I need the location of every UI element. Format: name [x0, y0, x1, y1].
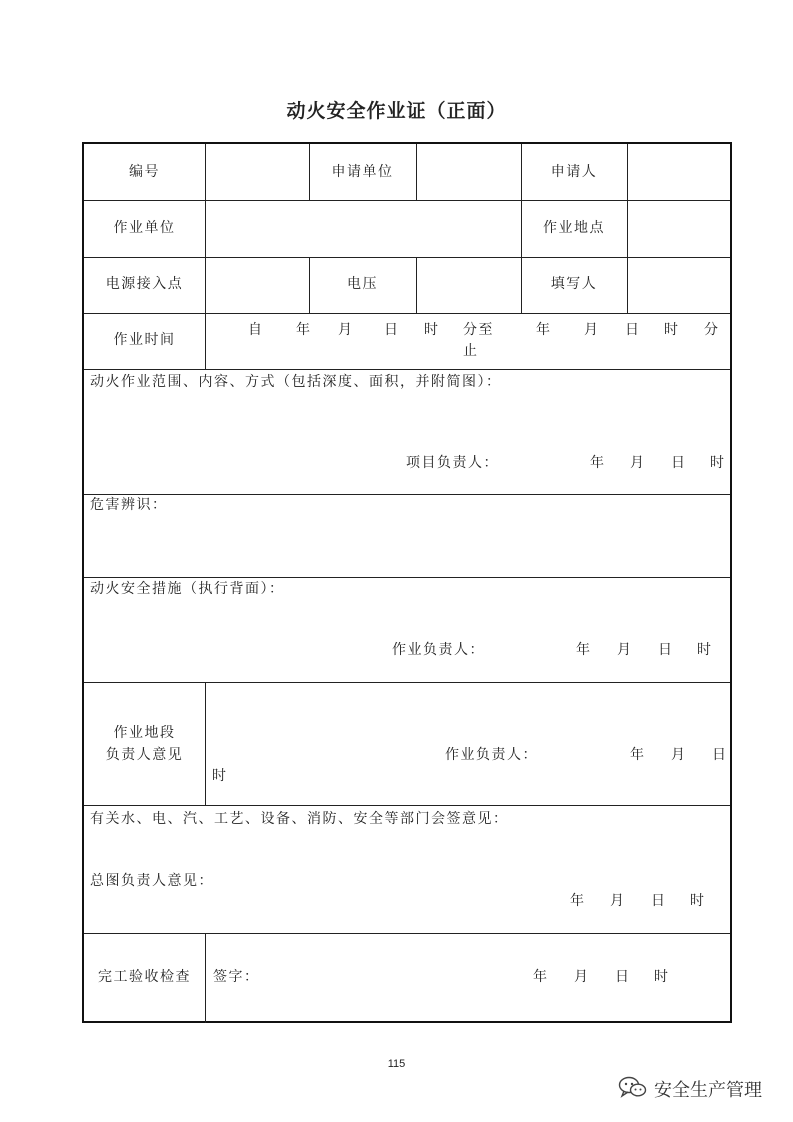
row-divider — [84, 933, 730, 934]
time-min-to: 分至 — [463, 322, 494, 338]
label-dept-signoff: 有关水、电、汽、工艺、设备、消防、安全等部门会签意见： — [90, 811, 509, 827]
section-month: 月 — [671, 747, 687, 763]
label-section-leader-1: 作业地段 — [113, 725, 176, 741]
measures-hour: 时 — [697, 642, 713, 658]
section-day: 日 — [712, 747, 728, 763]
label-applicant: 申请人 — [550, 164, 598, 180]
form-title: 动火安全作业证（正面） — [286, 100, 507, 122]
label-power-point: 电源接入点 — [105, 276, 184, 292]
label-chief-opinion: 总图负责人意见： — [90, 873, 214, 889]
time-year: 年 — [296, 322, 312, 338]
row-divider — [84, 313, 730, 314]
hot-work-permit-form — [82, 142, 732, 1023]
label-scope: 动火作业范围、内容、方式（包括深度、面积，并附简图）： — [90, 374, 502, 390]
section-year: 年 — [630, 747, 646, 763]
depts-day: 日 — [651, 893, 667, 909]
wechat-icon — [618, 1075, 648, 1103]
col-divider — [627, 144, 628, 313]
label-section-leader-2: 负责人意见 — [105, 747, 184, 763]
row-divider — [84, 369, 730, 370]
col-divider — [205, 144, 206, 369]
scope-day: 日 — [671, 455, 687, 471]
col-divider — [205, 933, 206, 1023]
label-work-unit: 作业单位 — [113, 220, 176, 236]
time-from: 自 — [248, 322, 264, 338]
depts-month: 月 — [610, 893, 626, 909]
watermark — [618, 1075, 762, 1103]
row-divider — [84, 805, 730, 806]
row-divider — [84, 494, 730, 495]
scope-year: 年 — [590, 455, 606, 471]
section-hour: 时 — [212, 768, 228, 784]
time-end: 止 — [463, 343, 479, 359]
row-divider — [84, 257, 730, 258]
col-divider — [205, 682, 206, 805]
col-divider — [416, 257, 417, 313]
measures-year: 年 — [576, 642, 592, 658]
time-day-2: 日 — [625, 322, 641, 338]
completion-year: 年 — [533, 969, 549, 985]
time-year-2: 年 — [536, 322, 552, 338]
label-sign: 签字： — [213, 969, 260, 985]
label-filler: 填写人 — [550, 276, 598, 292]
row-divider — [84, 577, 730, 578]
col-divider — [416, 144, 417, 200]
scope-month: 月 — [630, 455, 646, 471]
measures-month: 月 — [617, 642, 633, 658]
time-day: 日 — [384, 322, 400, 338]
label-completion: 完工验收检查 — [98, 969, 191, 985]
time-hour-2: 时 — [664, 322, 680, 338]
completion-day: 日 — [615, 969, 631, 985]
depts-year: 年 — [570, 893, 586, 909]
time-month-2: 月 — [584, 322, 600, 338]
row-divider — [84, 200, 730, 201]
time-min-2: 分 — [704, 322, 720, 338]
time-month: 月 — [338, 322, 354, 338]
label-project-leader: 项目负责人： — [406, 455, 499, 471]
depts-hour: 时 — [690, 893, 706, 909]
label-voltage: 电压 — [347, 276, 378, 292]
completion-hour: 时 — [654, 969, 670, 985]
label-work-location: 作业地点 — [543, 220, 605, 236]
completion-month: 月 — [574, 969, 590, 985]
row-divider — [84, 682, 730, 683]
label-applicant-unit: 申请单位 — [331, 164, 394, 180]
page-number: 115 — [387, 1058, 406, 1070]
scope-hour: 时 — [710, 455, 726, 471]
watermark-text: 安全生产管理 — [654, 1080, 762, 1101]
time-hour: 时 — [424, 322, 440, 338]
measures-day: 日 — [658, 642, 674, 658]
label-work-time: 作业时间 — [113, 332, 176, 348]
label-section-signer: 作业负责人： — [445, 747, 538, 763]
label-number: 编号 — [129, 164, 160, 180]
label-measures: 动火安全措施（执行背面）： — [90, 581, 285, 597]
label-hazard: 危害辨识： — [90, 497, 168, 513]
label-work-leader: 作业负责人： — [392, 642, 485, 658]
